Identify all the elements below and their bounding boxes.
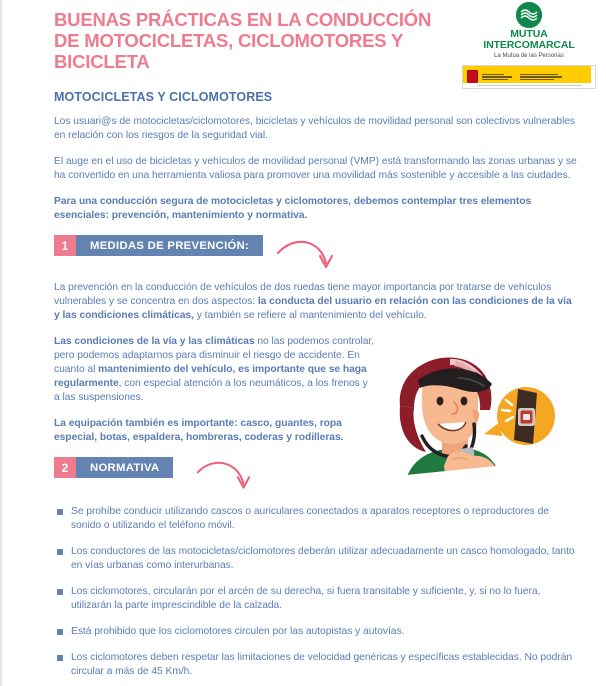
section-2-label: NORMATIVA [76, 457, 173, 478]
s1p1-b: la conducta del usuario en relación con las condiciones de la vía y las condiciones climáticas, [54, 296, 572, 321]
list-item [54, 625, 580, 639]
intro-paragraph-3-text: Para una conducción segura de motocicletas y ciclomotores, debemos contemplar tres elementos esenciales: prevención, mantenimiento y normativa. [54, 196, 532, 221]
s1p2-c: no las podemos controlar, pero podemos adaptarnos para disminuir el riesgo de accidente. En cuanto al [54, 336, 374, 375]
page-header [2, 0, 606, 86]
section-1-banner [54, 235, 263, 256]
intro-paragraph-2: El auge en el uso de bicicletas y vehículos de movilidad personal (VMP) está transformando las zonas urbanas y se ha convertido en una herramienta valiosa para promover una movilidad más sostenible y accesible a las ciudades. [54, 156, 577, 181]
list-item [54, 545, 580, 573]
logo-name-line1: MUTUA [510, 28, 548, 40]
page-content [2, 90, 606, 679]
intro-paragraph-1: Los usuari@s de motocicletas/ciclomotores, bicicletas y vehículos de movilidad personal son colectivos vulnerables en relación con los riesgos de la seguridad vial. [54, 116, 575, 141]
s1p1-a: La prevención en la conducción de vehículos de dos ruedas tiene mayor importancia por tratarse de vehículos vulnerables y se concentra en dos aspectos: [54, 282, 552, 307]
list-item [54, 505, 580, 533]
rule-text: Los ciclomotores, circularán por el arcén de su derecha, si fuera transitable y suficiente, y, si no lo fuera, utilizarán la parte imprescindible de la calzada. [71, 586, 541, 611]
intro-paragraph-3 [54, 195, 580, 223]
rule-text: Está prohibido que los ciclomotores circulen por las autopistas y autovías. [71, 626, 405, 637]
section-2-number-badge: 2 [54, 457, 76, 478]
gov-logo-footer-line [463, 83, 595, 88]
logo-block [460, 2, 598, 89]
gobierno-de-espana-logo [462, 65, 596, 89]
section-1-paragraph-3 [54, 417, 374, 445]
s1p2-d: mantenimiento del vehículo, es importante que se haga regularmente [54, 364, 367, 389]
section-2-banner [54, 457, 173, 478]
s1p1-c: y también se refiere al mantenimiento del vehículo. [193, 310, 427, 321]
section-2-banner-row [54, 457, 580, 499]
curved-arrow-down-icon-2 [194, 459, 274, 501]
bullet-square-icon [57, 549, 63, 555]
list-item [54, 651, 580, 679]
normativa-rules-list [54, 505, 580, 679]
rule-text: Los conductores de las motocicletas/ciclomotores deberán utilizar adecuadamente un casco homologado, tanto en vías urbanas como interurbanas. [71, 546, 575, 571]
s1p3-b: casco, guantes, ropa especial, botas, espaldera, hombreras, coderas y rodilleras. [54, 418, 344, 443]
bullet-square-icon [57, 629, 63, 635]
bullet-square-icon [57, 655, 63, 661]
intro-heading: MOTOCICLETAS Y CICLOMOTORES [54, 90, 273, 104]
logo-tagline: La Mutua de las Personas [494, 53, 564, 59]
mutua-intercomarcal-logo-icon [516, 2, 542, 28]
section-1-paragraph-2 [54, 335, 374, 405]
s1p2-b: condiciones de la vía y las climáticas [74, 336, 255, 347]
bullet-square-icon [57, 589, 63, 595]
logo-name-line2: INTERCOMARCAL [483, 39, 575, 51]
list-item [54, 585, 580, 613]
section-1-banner-row [54, 235, 580, 279]
section-1-number-badge: 1 [54, 235, 76, 256]
rule-text: Los ciclomotores deben respetar las limitaciones de velocidad genéricas y específicas establecidas. No podrán circular a más de 45 Km/h. [71, 652, 573, 677]
page-title: BUENAS PRÁCTICAS EN LA CONDUCCIÓN DE MOTOCICLETAS, CICLOMOTORES Y BICICLETA [54, 9, 432, 72]
section-1-label: MEDIDAS DE PREVENCIÓN: [76, 235, 263, 256]
gov-logo-ministry-lines [520, 74, 562, 81]
section-1-paragraph-1 [54, 281, 580, 323]
bullet-square-icon [57, 509, 63, 515]
gov-logo-text-lines [482, 74, 512, 81]
s1p2-e: , con especial atención a los neumáticos, a los frenos y a las suspensiones. [54, 378, 368, 403]
curved-arrow-down-icon [276, 237, 356, 281]
s1p3-a: La equipación también es importante: [54, 418, 241, 429]
rule-text: Se prohíbe conducir utilizando cascos o auriculares conectados a aparatos receptores o reproductores de sonido o utilizando el teléfono móvil. [71, 506, 549, 531]
s1p2-a: Las [54, 336, 75, 347]
